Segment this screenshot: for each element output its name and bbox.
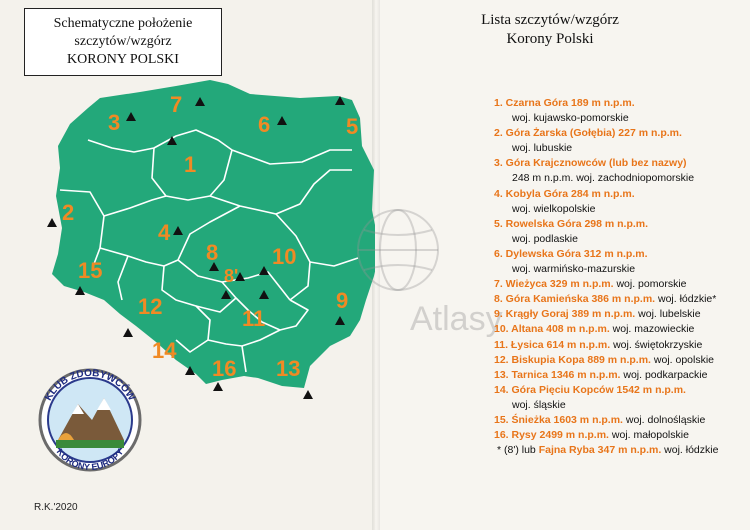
list-item <box>494 126 744 141</box>
peak-region: woj. lubelskie <box>638 308 701 321</box>
logo-bottom-text: KORONY EUROPY <box>54 446 126 473</box>
list-title <box>465 11 635 49</box>
peak-name: 2. Góra Żarska (Gołębia) 227 m n.p.m. <box>494 127 682 140</box>
peak-region: woj. podkarpackie <box>623 368 708 381</box>
list-item <box>494 368 744 383</box>
peak-name: 13. Tarnica 1346 m n.p.m. <box>494 368 621 381</box>
map-title-line-2: szczytów/wzgórz <box>74 34 172 49</box>
peak-region: woj. dolnośląskie <box>625 413 706 426</box>
map-number-8-prime: 8' <box>224 266 239 286</box>
peak-name: 7. Wieżyca 329 m n.p.m. <box>494 278 614 291</box>
list-item <box>494 413 744 428</box>
map-number-3: 3 <box>108 110 121 135</box>
peak-region: woj. kujawsko-pomorskie <box>512 112 629 125</box>
peak-region: woj. małopolskie <box>611 429 689 442</box>
list-item <box>494 338 744 353</box>
peak-name: 6. Dylewska Góra 312 m n.p.m. <box>494 247 648 260</box>
map-number-1: 1 <box>184 152 197 177</box>
footnote-region: woj. łódzkie <box>664 444 719 456</box>
list-item <box>494 428 744 443</box>
list-item <box>494 247 744 262</box>
peak-list <box>494 96 744 443</box>
list-item <box>494 96 744 111</box>
peak-region: woj. łódzkie* <box>658 293 717 306</box>
atlasy-watermark: Atlasy <box>410 300 503 338</box>
map-number-5: 5 <box>346 114 359 139</box>
peak-name: 12. Biskupia Kopa 889 m n.p.m. <box>494 353 651 366</box>
map-number-6: 6 <box>258 112 271 137</box>
footnote-name: Fajna Ryba 347 m n.p.m. <box>538 444 662 456</box>
peak-region: woj. opolskie <box>653 353 715 366</box>
peak-region: woj. pomorskie <box>616 278 687 291</box>
peak-name: 11. Łysica 614 m n.p.m. <box>494 338 611 351</box>
map-number-11: 11 <box>242 306 266 331</box>
list-item <box>494 292 744 307</box>
map-number-8: 8 <box>206 240 219 265</box>
map-number-9: 9 <box>336 288 349 313</box>
peak-name: 4. Kobyla Góra 284 m n.p.m. <box>494 187 635 200</box>
list-item <box>494 156 744 171</box>
map-credit: R.K.'2020 <box>34 502 78 513</box>
list-title-line-2: Korony Polski <box>506 31 594 47</box>
map-number-7: 7 <box>170 92 183 117</box>
list-item <box>494 187 744 202</box>
map-number-15: 15 <box>78 258 103 283</box>
peak-region: woj. mazowieckie <box>612 323 695 336</box>
list-item <box>494 307 744 322</box>
map-number-16: 16 <box>212 356 237 381</box>
list-item <box>494 353 744 368</box>
peak-name: 16. Rysy 2499 m n.p.m. <box>494 429 609 442</box>
peak-name: 15. Śnieżka 1603 m n.p.m. <box>494 413 623 426</box>
list-item <box>494 322 744 337</box>
peak-region: woj. podlaskie <box>512 232 578 245</box>
map-title-line-1: Schematyczne położenie <box>53 16 193 31</box>
peak-name: 9. Krągły Goraj 389 m n.p.m. <box>494 308 636 321</box>
map-title-line-3: KORONY POLSKI <box>67 52 179 67</box>
footnote <box>497 444 718 456</box>
peak-region: woj. śląskie <box>512 398 566 411</box>
footnote-prefix: * (8') lub <box>497 444 536 456</box>
list-item <box>494 383 744 398</box>
map-number-12: 12 <box>138 294 163 319</box>
peak-region: 248 m n.p.m. woj. zachodniopomorskie <box>512 172 695 185</box>
map-number-4: 4 <box>158 220 171 245</box>
map-number-10: 10 <box>272 244 297 269</box>
peak-name: 1. Czarna Góra 189 m n.p.m. <box>494 97 635 109</box>
peak-name: 10. Altana 408 m n.p.m. <box>494 323 610 336</box>
logo-top-text: KLUB ZDOBYWCÓW <box>43 367 137 403</box>
map-number-13: 13 <box>276 356 301 381</box>
list-item <box>494 217 744 232</box>
peak-region: woj. świętokrzyskie <box>613 338 703 351</box>
peak-region: woj. wielkopolskie <box>512 202 596 215</box>
peak-name: 14. Góra Pięciu Kopców 1542 m n.p.m. <box>494 383 686 396</box>
peak-name: 3. Góra Krajcznowców (lub bez nazwy) <box>494 157 687 170</box>
peak-name: 8. Góra Kamieńska 386 m n.p.m. <box>494 293 656 306</box>
map-number-2: 2 <box>62 200 75 225</box>
peak-region: woj. warmińsko-mazurskie <box>512 263 636 276</box>
peak-name: 5. Rowelska Góra 298 m n.p.m. <box>494 217 649 230</box>
list-title-line-1: Lista szczytów/wzgórz <box>481 12 619 28</box>
globe-watermark-icon <box>338 190 458 310</box>
map-number-14: 14 <box>152 338 177 363</box>
peak-region: woj. lubuskie <box>512 142 573 155</box>
list-item <box>494 277 744 292</box>
